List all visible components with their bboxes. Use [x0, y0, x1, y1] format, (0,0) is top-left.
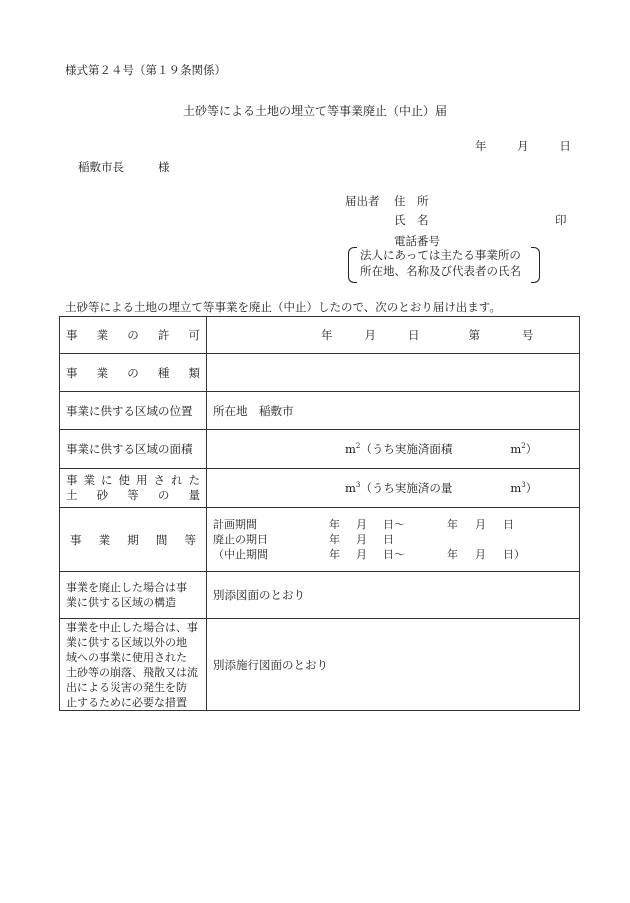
phone-label: 電話番号 [394, 234, 440, 248]
value-volume [207, 469, 580, 508]
suspend-start-month: 月 [356, 548, 367, 561]
label-volume-char: 量 [188, 488, 200, 502]
label-type-char: 事 [66, 365, 78, 380]
stop-day: 日 [383, 533, 394, 546]
label-period-char: 事 [70, 532, 82, 547]
label-volume-line1 [66, 473, 200, 488]
date-year: 年 [475, 139, 487, 153]
label-period-char: 間 [155, 532, 168, 547]
label-permit [60, 317, 207, 354]
plan-period-row [213, 517, 573, 532]
label-volume-char: 用 [136, 473, 148, 487]
label-measures-line: 土砂等の崩落、飛散又は流 [66, 665, 198, 679]
row-type [60, 354, 580, 392]
value-permit-char: 号 [522, 328, 534, 342]
intro-statement: 土砂等による土地の埋立て等事業を廃止（中止）したので、次のとおり届け出ます。 [65, 300, 501, 314]
label-type [60, 354, 207, 392]
area-done-label: （うち実施済面積 [360, 442, 453, 456]
document-title: 土砂等による土地の埋立て等事業廃止（中止）届 [182, 104, 447, 118]
label-volume-char: れ [171, 473, 183, 487]
area-unit2: m [510, 442, 522, 456]
suspend-period-label: （中止期間 [213, 548, 268, 561]
label-period-char: 業 [98, 532, 111, 547]
label-type-text [66, 365, 200, 381]
suspend-end-year: 年 [447, 548, 458, 561]
suspend-start-year: 年 [329, 548, 340, 561]
label-type-char: 種 [157, 365, 170, 380]
bracket-left [348, 247, 357, 283]
label-volume [60, 469, 207, 508]
label-period [60, 508, 207, 572]
row-permit [60, 317, 580, 354]
corporate-note-bracket [348, 247, 540, 281]
addressee-name: 稲敷市長 [78, 160, 124, 174]
plan-end-day: 日 [503, 518, 514, 531]
label-permit-text [66, 327, 200, 343]
value-structure: 別添図面のとおり [207, 572, 580, 619]
area-unit-sup: 2 [355, 442, 361, 451]
row-structure [60, 572, 580, 619]
label-type-char: 業 [96, 365, 109, 380]
value-period [207, 508, 580, 572]
label-period-char: 等 [184, 532, 196, 547]
volume-unit-sup: 3 [355, 481, 361, 490]
plan-period-label: 計画期間 [213, 518, 257, 531]
seal-mark: 印 [555, 213, 567, 227]
row-period [60, 508, 580, 572]
value-permit [207, 317, 580, 354]
label-volume-char: の [157, 488, 170, 502]
area-unit: m [345, 442, 356, 456]
value-type [207, 354, 580, 392]
label-volume-char: さ [153, 473, 165, 487]
stop-date-label: 廃止の期日 [213, 533, 268, 546]
suspend-end-month: 月 [475, 548, 486, 561]
plan-end-year: 年 [447, 518, 458, 531]
label-volume-char: 砂 [96, 488, 109, 502]
suspend-start-day: 日～ [383, 548, 405, 561]
value-measures: 別添施行図面のとおり [207, 619, 580, 711]
volume-text [213, 480, 573, 496]
stop-month: 月 [356, 533, 367, 546]
value-permit-char: 年 [321, 328, 333, 342]
volume-close: ） [525, 481, 538, 495]
label-volume-char: 使 [118, 473, 130, 487]
value-permit-char: 月 [364, 328, 376, 342]
label-volume-char: 事 [66, 473, 78, 487]
label-volume-char: た [188, 473, 200, 487]
value-permit-text [213, 327, 573, 343]
label-volume-char: 業 [83, 473, 95, 487]
date-month: 月 [517, 139, 529, 153]
stop-date-row [213, 532, 573, 547]
label-volume-char: 等 [127, 488, 139, 502]
label-volume-char: に [101, 473, 113, 487]
label-measures-line: 域への事業に使用された [66, 650, 187, 664]
area-unit2-sup: 2 [521, 442, 526, 451]
date-day: 日 [559, 139, 571, 153]
row-area [60, 430, 580, 469]
plan-start-day: 日～ [383, 518, 405, 531]
area-text [213, 441, 573, 457]
bracket-right [531, 247, 540, 283]
label-period-char: 期 [127, 532, 139, 547]
label-area: 事業に供する区域の面積 [60, 430, 207, 469]
value-permit-char: 日 [408, 328, 420, 342]
honorific: 様 [158, 160, 170, 174]
label-permit-char: 業 [96, 328, 109, 342]
row-measures [60, 619, 580, 711]
volume-unit2-sup: 3 [521, 481, 526, 490]
label-measures-line: 止するために必要な措置 [66, 695, 187, 709]
label-permit-char: 許 [157, 328, 170, 342]
row-volume [60, 469, 580, 508]
label-measures-line: 業に供する区域以外の地 [66, 635, 187, 649]
volume-unit: m [345, 481, 356, 495]
row-location [60, 392, 580, 430]
label-volume-line2 [66, 488, 200, 503]
plan-end-month: 月 [475, 518, 486, 531]
label-structure-line1: 事業を廃止した場合は事 [66, 581, 187, 594]
label-permit-char: 可 [188, 328, 200, 342]
name-label: 氏 名 [394, 213, 429, 227]
address-label: 住 所 [394, 194, 429, 208]
label-measures-line: 事業を中止した場合は、事 [66, 620, 198, 634]
label-structure-line2: 業に供する区域の構造 [66, 596, 176, 609]
label-measures-line: 出による災害の発生を防 [66, 680, 187, 694]
applicant-label: 届出者 [345, 194, 380, 208]
form-number: 様式第２４号（第１９条関係） [65, 63, 226, 77]
label-structure [60, 572, 207, 619]
area-close: ） [525, 442, 538, 456]
label-type-char: の [127, 365, 139, 380]
suspend-end-day: 日） [503, 548, 525, 561]
plan-start-year: 年 [329, 518, 340, 531]
corporate-note-line1: 法人にあっては主たる事業所の [360, 248, 521, 262]
label-measures [60, 619, 207, 711]
label-permit-char: の [127, 328, 139, 342]
date-line [475, 141, 571, 153]
label-volume-char: 土 [66, 488, 78, 502]
label-location: 事業に供する区域の位置 [60, 392, 207, 430]
volume-unit2: m [510, 481, 522, 495]
volume-done-label: （うち実施済の量 [360, 481, 453, 495]
addressee [78, 162, 170, 174]
value-permit-char: 第 [468, 328, 480, 342]
suspend-period-row [213, 547, 573, 562]
label-permit-char: 事 [66, 328, 78, 342]
label-period-text [66, 532, 200, 548]
value-area [207, 430, 580, 469]
label-type-char: 類 [188, 365, 200, 380]
plan-start-month: 月 [356, 518, 367, 531]
stop-year: 年 [329, 533, 340, 546]
value-location: 所在地 稲敷市 [207, 392, 580, 430]
form-table [59, 316, 580, 711]
corporate-note-line2: 所在地、名称及び代表者の氏名 [360, 264, 521, 278]
